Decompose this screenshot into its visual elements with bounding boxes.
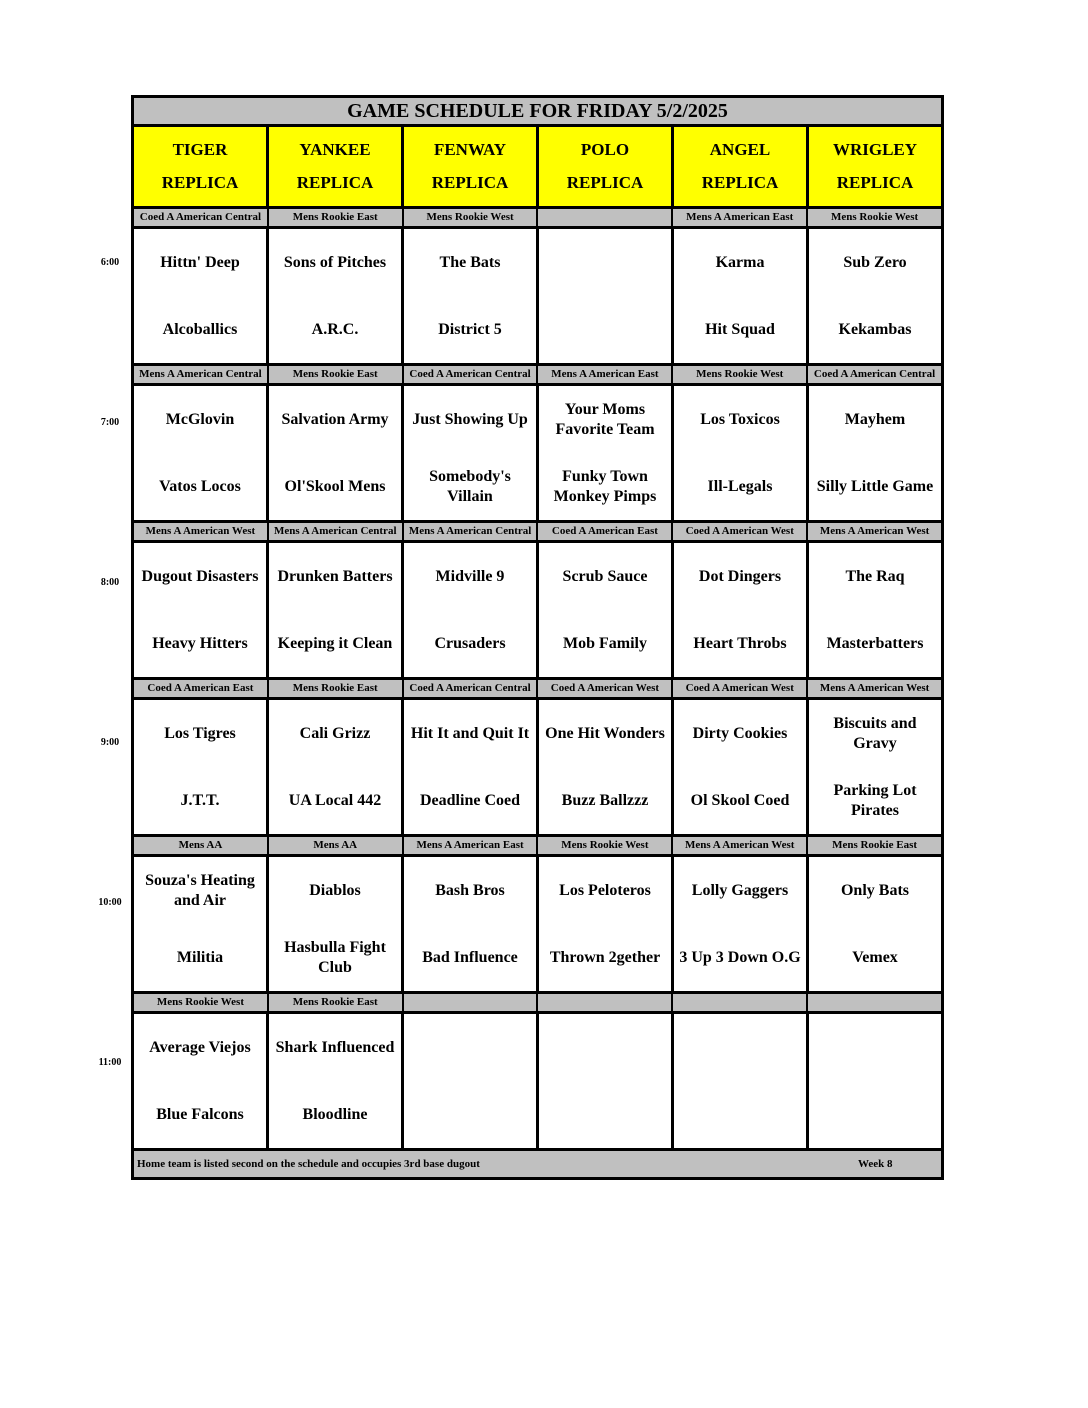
field-subtitle: REPLICA <box>161 173 239 193</box>
game-cell <box>809 543 941 677</box>
away-team: Hit It and Quit It <box>410 724 530 742</box>
home-team: Militia <box>176 948 224 966</box>
division-label <box>808 994 941 1011</box>
game-cell <box>269 229 404 363</box>
away-team <box>539 1014 671 1081</box>
field-header-angel <box>674 127 809 206</box>
division-row <box>134 680 941 700</box>
game-row <box>134 857 941 994</box>
game-cell <box>134 386 269 520</box>
division-label <box>404 994 539 1011</box>
game-cell <box>539 229 674 363</box>
home-team: UA Local 442 <box>288 791 382 809</box>
time-label: 11:00 <box>98 1057 122 1068</box>
field-subtitle: REPLICA <box>701 173 779 193</box>
schedule-footer <box>134 1151 941 1177</box>
away-team: Just Showing Up <box>412 410 528 428</box>
away-team: Lolly Gaggers <box>691 881 789 899</box>
game-cell <box>674 543 809 677</box>
schedule-title: GAME SCHEDULE FOR FRIDAY 5/2/2025 <box>134 98 941 127</box>
home-team <box>539 1081 671 1148</box>
home-team <box>404 1081 536 1148</box>
field-header-fenway <box>404 127 539 206</box>
field-subtitle: REPLICA <box>566 173 644 193</box>
division-label: Mens Rookie West <box>134 994 269 1011</box>
game-row <box>134 1014 941 1151</box>
home-team <box>809 1081 941 1148</box>
away-team: Dirty Cookies <box>692 724 788 742</box>
game-cell <box>809 229 941 363</box>
week-label: Week 8 <box>858 1158 893 1170</box>
schedule-table <box>131 95 944 1180</box>
field-subtitle: REPLICA <box>431 173 509 193</box>
division-label: Mens Rookie East <box>269 680 404 697</box>
division-label: Coed A American West <box>538 680 673 697</box>
game-cell <box>539 700 674 834</box>
away-team <box>404 1014 536 1081</box>
game-cell <box>404 543 539 677</box>
game-cell <box>404 1014 539 1148</box>
game-cell <box>674 700 809 834</box>
game-cell <box>134 700 269 834</box>
away-team: Los Peloteros <box>559 881 651 899</box>
division-label: Mens A American East <box>673 209 808 226</box>
game-cell <box>134 229 269 363</box>
away-team: McGlovin <box>165 410 235 428</box>
field-header-yankee <box>269 127 404 206</box>
away-team: Sons of Pitches <box>283 253 387 271</box>
game-row <box>134 543 941 680</box>
away-team: Scrub Sauce <box>562 567 648 585</box>
game-cell <box>809 386 941 520</box>
division-label: Mens A American West <box>673 837 808 854</box>
away-team: The Raq <box>845 567 905 585</box>
division-label: Mens A American East <box>538 366 673 383</box>
field-subtitle: REPLICA <box>296 173 374 193</box>
home-team: Funky Town Monkey Pimps <box>553 467 657 505</box>
field-name: TIGER <box>172 139 228 159</box>
game-cell <box>269 857 404 991</box>
home-team: Vemex <box>852 948 898 966</box>
home-team: District 5 <box>438 320 502 338</box>
game-cell <box>404 386 539 520</box>
home-team: Ill-Legals <box>707 477 773 495</box>
away-team: Bash Bros <box>435 881 505 899</box>
home-team: Ol'Skool Mens <box>284 477 386 495</box>
division-label: Mens Rookie West <box>404 209 539 226</box>
away-team: Cali Grizz <box>299 724 371 742</box>
division-label: Mens Rookie West <box>830 211 919 223</box>
home-team: Kekambas <box>838 320 912 338</box>
game-cell <box>134 857 269 991</box>
division-label: Coed A American Central <box>404 366 539 383</box>
away-team: One Hit Wonders <box>545 724 665 742</box>
division-label: Mens Rookie West <box>538 837 673 854</box>
away-team: Your Moms Favorite Team <box>555 400 655 438</box>
home-team <box>539 296 671 363</box>
division-row <box>134 523 941 543</box>
game-row <box>134 700 941 837</box>
home-team: Hit Squad <box>705 320 775 338</box>
away-team: Biscuits and Gravy <box>833 714 917 752</box>
home-team-note: Home team is listed second on the schedule and occupies 3rd base dugout <box>137 1158 480 1170</box>
away-team: Only Bats <box>840 881 909 899</box>
field-subtitle: REPLICA <box>836 173 914 193</box>
home-team: Keeping it Clean <box>277 634 393 652</box>
home-team: Ol Skool Coed <box>690 791 790 809</box>
home-team: Hasbulla Fight Club <box>284 938 386 976</box>
division-label: Mens AA <box>134 837 269 854</box>
home-team: Vatos Locos <box>159 477 241 495</box>
division-label: Coed A American Central <box>134 209 269 226</box>
home-team: Parking Lot Pirates <box>833 781 917 819</box>
time-label: 8:00 <box>100 577 120 588</box>
away-team: Average Viejos <box>149 1038 251 1056</box>
home-team: A.R.C. <box>311 320 359 338</box>
division-label: Mens Rookie West <box>673 366 808 383</box>
home-team: Alcoballics <box>162 320 238 338</box>
game-row <box>134 386 941 523</box>
division-label <box>538 209 673 226</box>
game-cell <box>674 229 809 363</box>
away-team: Shark Influenced <box>275 1038 395 1056</box>
time-label: 7:00 <box>100 417 120 428</box>
division-label: Mens Rookie East <box>269 209 404 226</box>
field-name: WRIGLEY <box>832 139 918 159</box>
division-label: Coed A American West <box>673 680 808 697</box>
home-team: Masterbatters <box>826 634 924 652</box>
game-cell <box>404 700 539 834</box>
game-cell <box>674 386 809 520</box>
division-label: Coed A American Central <box>813 368 936 380</box>
game-cell <box>809 857 941 991</box>
away-team: Los Tigres <box>164 724 236 742</box>
home-team: Blue Falcons <box>156 1105 244 1123</box>
game-cell <box>404 229 539 363</box>
game-cell <box>539 543 674 677</box>
division-label <box>538 994 673 1011</box>
away-team: Midville 9 <box>435 567 505 585</box>
away-team: Dugout Disasters <box>141 567 259 585</box>
game-cell <box>269 1014 404 1148</box>
division-label: Coed A American East <box>538 523 673 540</box>
division-label <box>673 994 808 1011</box>
home-team: Buzz Ballzzz <box>561 791 649 809</box>
division-label: Mens Rookie East <box>832 839 918 851</box>
field-name: FENWAY <box>433 139 507 159</box>
home-team: Deadline Coed <box>420 791 520 809</box>
division-row <box>134 209 941 229</box>
division-label: Mens A American West <box>819 525 930 537</box>
division-label: Mens Rookie East <box>269 994 404 1011</box>
home-team: 3 Up 3 Down O.G <box>679 948 801 966</box>
division-label: Mens AA <box>269 837 404 854</box>
time-label: 6:00 <box>100 257 120 268</box>
division-label: Mens Rookie East <box>269 366 404 383</box>
game-cell <box>674 1014 809 1148</box>
home-team: Somebody's Villain <box>429 467 511 505</box>
division-label: Coed A American Central <box>404 680 539 697</box>
field-name: ANGEL <box>709 139 771 159</box>
away-team: Diablos <box>309 881 361 899</box>
home-team: J.T.T. <box>180 791 220 809</box>
home-team: Heavy Hitters <box>152 634 248 652</box>
division-label: Coed A American West <box>673 523 808 540</box>
game-cell <box>269 543 404 677</box>
game-cell <box>269 386 404 520</box>
field-header-row <box>134 127 941 209</box>
home-team: Crusaders <box>434 634 506 652</box>
time-label: 9:00 <box>100 737 120 748</box>
division-label: Mens A American West <box>134 523 269 540</box>
away-team: Dot Dingers <box>698 567 782 585</box>
home-team: Heart Throbs <box>693 634 787 652</box>
division-label: Mens A American Central <box>404 523 539 540</box>
division-row <box>134 994 941 1014</box>
away-team <box>539 229 671 296</box>
division-label: Coed A American East <box>134 680 269 697</box>
game-cell <box>674 857 809 991</box>
home-team: Bad Influence <box>422 948 518 966</box>
game-cell <box>809 700 941 834</box>
away-team: Souza's Heating and Air <box>145 871 255 909</box>
field-name: YANKEE <box>299 139 371 159</box>
away-team: Mayhem <box>844 410 906 428</box>
away-team: Hittn' Deep <box>160 253 240 271</box>
time-slots <box>134 209 941 1151</box>
game-cell <box>404 857 539 991</box>
away-team <box>674 1014 806 1081</box>
field-header-polo <box>539 127 674 206</box>
game-cell <box>134 1014 269 1148</box>
home-team: Thrown 2gether <box>549 948 661 966</box>
home-team <box>674 1081 806 1148</box>
away-team: Los Toxicos <box>700 410 780 428</box>
division-label: Mens A American Central <box>134 366 269 383</box>
home-team: Bloodline <box>302 1105 368 1123</box>
away-team: Drunken Batters <box>277 567 393 585</box>
game-cell <box>539 1014 674 1148</box>
game-cell <box>539 386 674 520</box>
home-team: Mob Family <box>563 634 647 652</box>
game-cell <box>134 543 269 677</box>
away-team: Salvation Army <box>281 410 389 428</box>
away-team: Sub Zero <box>843 253 907 271</box>
game-row <box>134 229 941 366</box>
division-label: Mens A American West <box>819 682 930 694</box>
division-label: Mens A American Central <box>269 523 404 540</box>
game-cell <box>269 700 404 834</box>
away-team: Karma <box>715 253 765 271</box>
time-label: 10:00 <box>98 897 122 908</box>
game-cell <box>809 1014 941 1148</box>
field-name: POLO <box>580 139 630 159</box>
field-header-wrigley <box>809 127 941 206</box>
division-label: Mens A American East <box>404 837 539 854</box>
division-row <box>134 366 941 386</box>
game-cell <box>539 857 674 991</box>
away-team <box>809 1014 941 1081</box>
away-team: The Bats <box>439 253 501 271</box>
home-team: Silly Little Game <box>816 477 934 495</box>
field-header-tiger <box>134 127 269 206</box>
division-row <box>134 837 941 857</box>
